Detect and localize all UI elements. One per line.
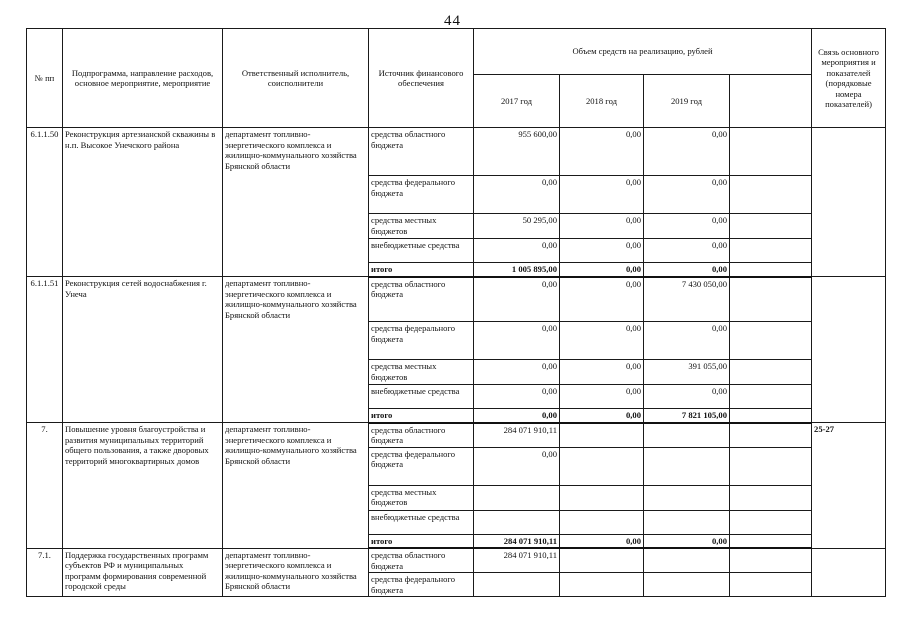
funding-source: средства федерального бюджета (369, 447, 474, 485)
amount-empty (730, 214, 812, 239)
header-year-2018: 2018 год (560, 75, 644, 128)
amount-2017: 0,00 (474, 322, 560, 360)
funding-source: средства областного бюджета (369, 277, 474, 322)
amount-2017: 0,00 (474, 409, 560, 423)
row-executor: департамент топливно-энергетического комплекса и жилищно-коммунального хозяйства Брянской области (223, 548, 369, 597)
header-year-empty (730, 75, 812, 128)
amount-2018 (560, 548, 644, 573)
amount-empty (730, 409, 812, 423)
amount-2017: 0,00 (474, 176, 560, 214)
amount-2019 (644, 485, 730, 510)
amount-empty (730, 548, 812, 573)
header-link: Связь основного мероприятия и показателей (порядковые номера показателей) (812, 29, 886, 128)
amount-2019: 0,00 (644, 263, 730, 277)
amount-empty (730, 263, 812, 277)
amount-empty (730, 447, 812, 485)
amount-empty (730, 128, 812, 176)
row-program-name: Реконструкция сетей водоснабжения г. Унеча (63, 277, 223, 423)
table-row (27, 277, 886, 322)
row-number: 7.1. (27, 548, 63, 597)
row-program-name: Реконструкция артезианской скважины в н.п. Высокое Унечского района (63, 128, 223, 277)
amount-2017: 0,00 (474, 239, 560, 263)
amount-2018 (560, 423, 644, 448)
amount-empty (730, 485, 812, 510)
table-row (27, 423, 886, 448)
amount-2018: 0,00 (560, 176, 644, 214)
funding-source: средства местных бюджетов (369, 214, 474, 239)
amount-empty (730, 385, 812, 409)
row-number: 6.1.1.50 (27, 128, 63, 277)
amount-2019: 0,00 (644, 239, 730, 263)
row-program-name: Поддержка государственных программ субъектов РФ и муниципальных программ формирования современной городской среды (63, 548, 223, 597)
row-program-name: Повышение уровня благоустройства и развития муниципальных территорий общего пользования, а также дворовых территорий многоквартирных домов (63, 423, 223, 549)
amount-empty (730, 176, 812, 214)
amount-2018: 0,00 (560, 385, 644, 409)
amount-2018: 0,00 (560, 239, 644, 263)
header-executor: Ответственный исполнитель, соисполнители (223, 29, 369, 128)
amount-2019: 0,00 (644, 128, 730, 176)
amount-2017: 0,00 (474, 385, 560, 409)
amount-empty (730, 510, 812, 534)
row-executor: департамент топливно-энергетического комплекса и жилищно-коммунального хозяйства Брянской области (223, 277, 369, 423)
header-source: Источник финансового обеспечения (369, 29, 474, 128)
amount-2017: 284 071 910,11 (474, 423, 560, 448)
amount-2019 (644, 510, 730, 534)
funding-source: внебюджетные средства (369, 510, 474, 534)
amount-2018: 0,00 (560, 534, 644, 548)
amount-2019: 0,00 (644, 385, 730, 409)
amount-2019 (644, 548, 730, 573)
funding-source: средства областного бюджета (369, 128, 474, 176)
amount-2019: 391 055,00 (644, 360, 730, 385)
amount-2018 (560, 447, 644, 485)
amount-2017 (474, 510, 560, 534)
page-number: 44 (444, 13, 461, 29)
row-number: 7. (27, 423, 63, 549)
row-executor: департамент топливно-энергетического комплекса и жилищно-коммунального хозяйства Брянской области (223, 128, 369, 277)
amount-2019 (644, 447, 730, 485)
row-number: 6.1.1.51 (27, 277, 63, 423)
amount-2017: 284 071 910,11 (474, 534, 560, 548)
header-program: Подпрограмма, направление расходов, основное мероприятие, мероприятие (63, 29, 223, 128)
header-year-2019: 2019 год (644, 75, 730, 128)
amount-empty (730, 277, 812, 322)
funding-source: внебюджетные средства (369, 385, 474, 409)
amount-2019: 0,00 (644, 214, 730, 239)
amount-2019 (644, 573, 730, 597)
header-year-2017: 2017 год (474, 75, 560, 128)
header-volume: Объем средств на реализацию, рублей (474, 29, 812, 75)
amount-empty (730, 423, 812, 448)
amount-2018: 0,00 (560, 277, 644, 322)
amount-2018 (560, 510, 644, 534)
funding-source: средства местных бюджетов (369, 360, 474, 385)
amount-empty (730, 360, 812, 385)
amount-2017 (474, 573, 560, 597)
table-row (27, 128, 886, 176)
amount-2017: 0,00 (474, 360, 560, 385)
indicator-link: 25-27 (812, 423, 886, 549)
amount-2019: 7 430 050,00 (644, 277, 730, 322)
table-row (27, 548, 886, 573)
amount-2017: 0,00 (474, 277, 560, 322)
funding-source: итого (369, 534, 474, 548)
amount-2017: 284 071 910,11 (474, 548, 560, 573)
amount-2018 (560, 573, 644, 597)
amount-empty (730, 573, 812, 597)
amount-2018 (560, 485, 644, 510)
funding-source: средства федерального бюджета (369, 573, 474, 597)
amount-empty (730, 239, 812, 263)
amount-2017: 1 005 895,00 (474, 263, 560, 277)
indicator-link (812, 277, 886, 423)
amount-2019: 0,00 (644, 534, 730, 548)
amount-2019: 7 821 105,00 (644, 409, 730, 423)
funding-source: средства областного бюджета (369, 548, 474, 573)
funding-source: итого (369, 409, 474, 423)
amount-empty (730, 322, 812, 360)
funding-source: средства местных бюджетов (369, 485, 474, 510)
indicator-link (812, 548, 886, 597)
funding-source: средства федерального бюджета (369, 322, 474, 360)
indicator-link (812, 128, 886, 277)
amount-empty (730, 534, 812, 548)
amount-2018: 0,00 (560, 409, 644, 423)
funding-source: итого (369, 263, 474, 277)
amount-2018: 0,00 (560, 263, 644, 277)
funding-source: внебюджетные средства (369, 239, 474, 263)
amount-2017 (474, 485, 560, 510)
funding-source: средства федерального бюджета (369, 176, 474, 214)
amount-2017: 0,00 (474, 447, 560, 485)
amount-2017: 50 295,00 (474, 214, 560, 239)
amount-2018: 0,00 (560, 214, 644, 239)
header-no: № пп (27, 29, 63, 128)
amount-2018: 0,00 (560, 360, 644, 385)
funding-source: средства областного бюджета (369, 423, 474, 448)
amount-2019: 0,00 (644, 322, 730, 360)
row-executor: департамент топливно-энергетического комплекса и жилищно-коммунального хозяйства Брянской области (223, 423, 369, 549)
amount-2018: 0,00 (560, 322, 644, 360)
amount-2018: 0,00 (560, 128, 644, 176)
amount-2017: 955 600,00 (474, 128, 560, 176)
budget-table (26, 28, 886, 597)
amount-2019 (644, 423, 730, 448)
amount-2019: 0,00 (644, 176, 730, 214)
